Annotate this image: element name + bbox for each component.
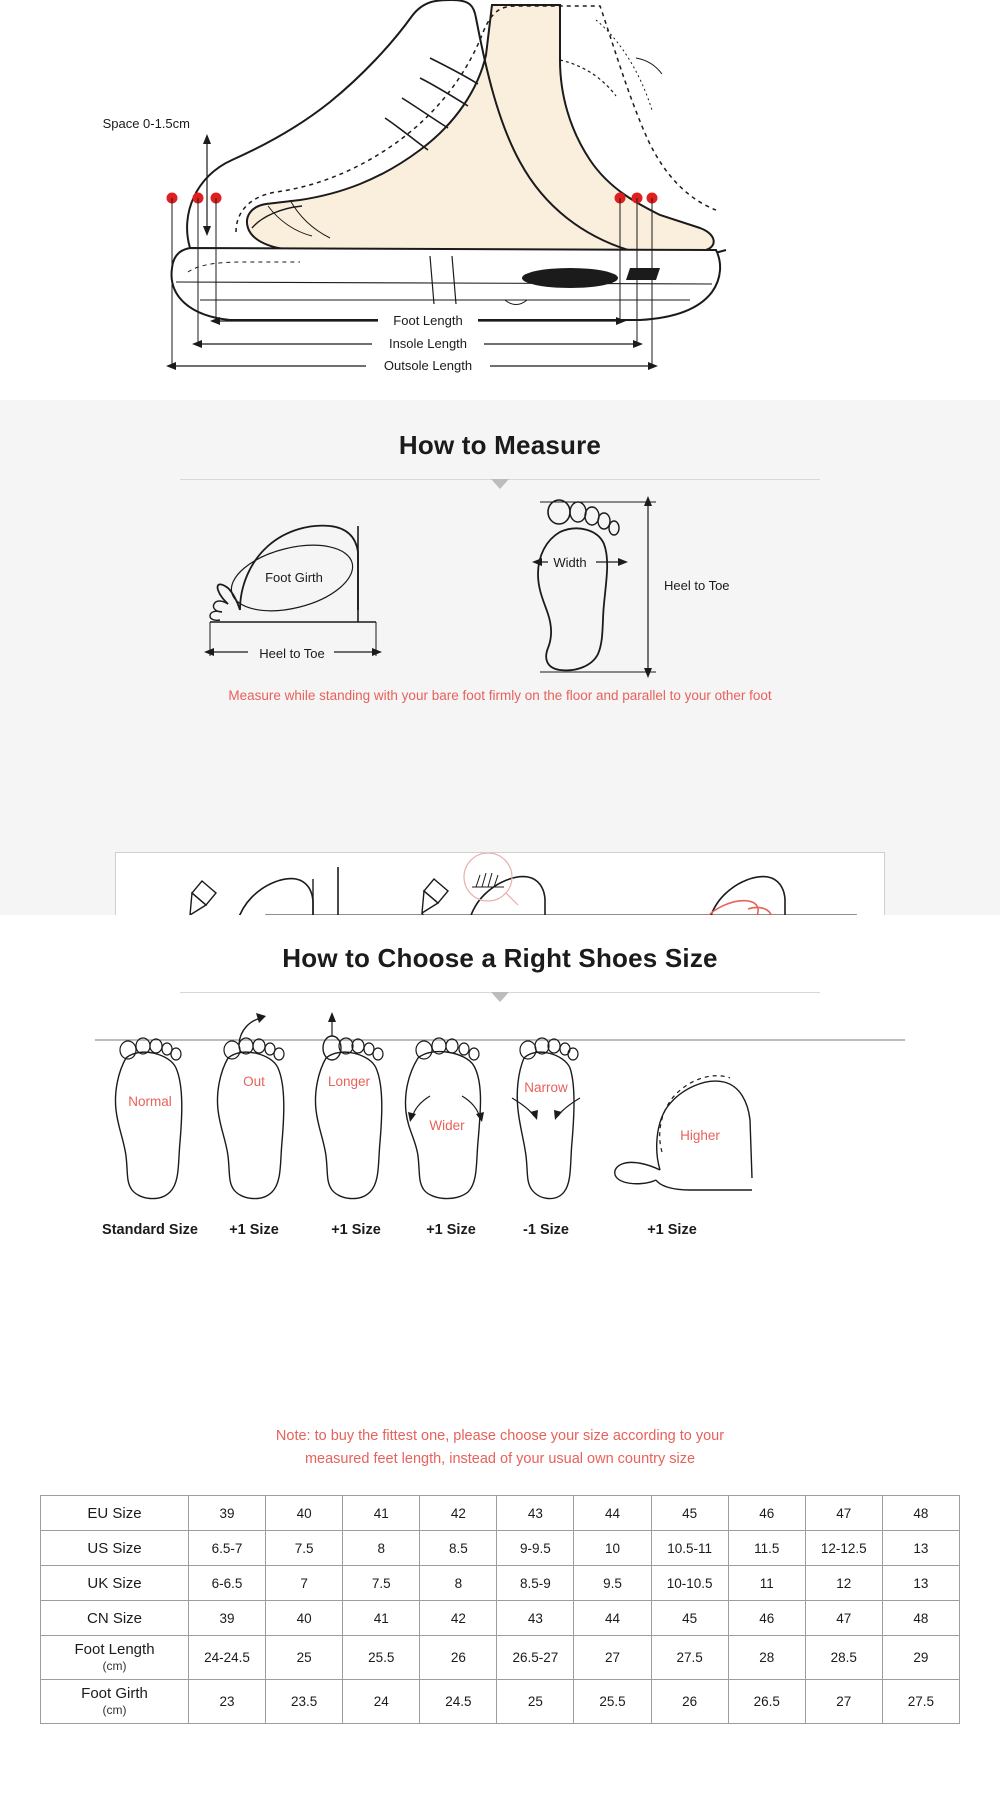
- foot-type-higher: [615, 1076, 752, 1190]
- pencil-2-body: [424, 879, 448, 903]
- how-to-measure-section: [0, 400, 1000, 915]
- heel-tab: [636, 58, 662, 74]
- foot-length-label: Foot Length: [393, 313, 463, 328]
- cell: 10: [574, 1531, 651, 1566]
- cell: 48: [882, 1496, 959, 1531]
- foot4-tag: Wider: [429, 1118, 465, 1133]
- foot2-toe3: [253, 1039, 265, 1053]
- cell: 26.5: [728, 1680, 805, 1724]
- foot3-caption: +1 Size: [331, 1222, 381, 1238]
- foot4-caption: +1 Size: [426, 1222, 476, 1238]
- cell: 6-6.5: [189, 1566, 266, 1601]
- foot2-toe1: [224, 1041, 240, 1059]
- cell: 27.5: [651, 1636, 728, 1680]
- foot5-tag: Narrow: [524, 1080, 568, 1095]
- cell: 25.5: [343, 1636, 420, 1680]
- size-note-line1: Note: to buy the fittest one, please choose your size according to your: [275, 1428, 725, 1444]
- lace-3: [402, 98, 448, 128]
- table-row: [41, 1601, 960, 1636]
- foot1-caption: Standard Size: [102, 1222, 198, 1238]
- foot-girth-label: Foot Girth: [265, 570, 323, 585]
- table-row: [41, 1680, 960, 1724]
- foot5-caption: -1 Size: [523, 1222, 569, 1238]
- cell: 23: [189, 1680, 266, 1724]
- foot4-toe3: [446, 1039, 458, 1053]
- outsole-length-label: Outsole Length: [383, 358, 473, 373]
- magnifier-circle: [464, 853, 512, 901]
- side-foot-toe2: [213, 601, 228, 612]
- cell: 27: [574, 1636, 651, 1680]
- heel-accent: [626, 268, 660, 280]
- size-table-wrap: [40, 1495, 960, 1724]
- cell: 39: [189, 1496, 266, 1531]
- foot4-toe1: [416, 1041, 432, 1059]
- cell: 43: [497, 1601, 574, 1636]
- cell: 27: [805, 1680, 882, 1724]
- table-row: [41, 1566, 960, 1601]
- outsole-length-arrow-left: [166, 362, 176, 370]
- lace-2: [420, 78, 468, 106]
- foot5-toe5: [568, 1048, 578, 1060]
- foot4-toe4: [459, 1043, 469, 1055]
- foot1-tag: Normal: [128, 1094, 172, 1109]
- shoe-diagram-section: [0, 0, 1000, 400]
- foot6-caption: +1 Size: [647, 1222, 697, 1238]
- row-label-foot-girth: [41, 1680, 189, 1724]
- shoe-diagram-svg: [0, 0, 1000, 400]
- foot-types-svg: [0, 1010, 1000, 1310]
- table-row: [41, 1531, 960, 1566]
- insole-length-label: Insole Length: [388, 336, 468, 351]
- cell: 12: [805, 1566, 882, 1601]
- foot6-sole: [656, 1180, 752, 1190]
- foot4-arrow-left-head: [408, 1112, 416, 1122]
- cell: 12-12.5: [805, 1531, 882, 1566]
- foot2-toe5: [274, 1048, 284, 1060]
- foot5-arrow-left-head: [530, 1110, 538, 1120]
- cell: 28: [728, 1636, 805, 1680]
- table-row: [41, 1496, 960, 1531]
- width-label: Width: [553, 555, 587, 570]
- foot-type-wider: [406, 1038, 485, 1199]
- space-arrow-head-top: [203, 134, 211, 144]
- row-label-us: US Size: [41, 1531, 189, 1566]
- foot5-arrow-right-head: [554, 1110, 562, 1120]
- cell: 25.5: [574, 1680, 651, 1724]
- cell: 40: [266, 1601, 343, 1636]
- cell: 47: [805, 1601, 882, 1636]
- cell: 26.5-27: [497, 1636, 574, 1680]
- cell: 47: [805, 1496, 882, 1531]
- magnifier-toes: [476, 873, 498, 887]
- cell: 7.5: [266, 1531, 343, 1566]
- big-toe: [548, 500, 570, 524]
- row-label-uk: UK Size: [41, 1566, 189, 1601]
- title-divider-measure: [180, 479, 820, 480]
- heel-toe-side-label: Heel to Toe: [259, 646, 325, 661]
- air-unit: [522, 268, 618, 288]
- cell: 9.5: [574, 1566, 651, 1601]
- foot3-toe3: [352, 1039, 364, 1053]
- pencil-1-body: [192, 881, 216, 905]
- cell: 45: [651, 1496, 728, 1531]
- row-label-foot-length-unit: (cm): [102, 1658, 127, 1673]
- cell: 24.5: [420, 1680, 497, 1724]
- size-note: [0, 1425, 1000, 1471]
- cell: 27.5: [882, 1680, 959, 1724]
- size-chart-table: [40, 1495, 960, 1724]
- cell: 13: [882, 1531, 959, 1566]
- row-label-cn: CN Size: [41, 1601, 189, 1636]
- cell: 6.5-7: [189, 1531, 266, 1566]
- foot-type-normal: [115, 1038, 181, 1199]
- cell: 7: [266, 1566, 343, 1601]
- cell: 44: [574, 1496, 651, 1531]
- foot5-toe3: [548, 1039, 560, 1053]
- cell: 9-9.5: [497, 1531, 574, 1566]
- foot5-toe1: [520, 1041, 536, 1059]
- foot5-outline: [517, 1052, 574, 1198]
- foot3-tag: Longer: [327, 1074, 371, 1089]
- toe-3: [585, 507, 599, 525]
- cell: 26: [651, 1680, 728, 1724]
- cell: 44: [574, 1601, 651, 1636]
- cell: 7.5: [343, 1566, 420, 1601]
- heel-toe-top-label: Heel to Toe: [664, 578, 730, 593]
- cell: 45: [651, 1601, 728, 1636]
- cell: 25: [266, 1636, 343, 1680]
- foot2-caption: +1 Size: [229, 1222, 279, 1238]
- cell: 8: [343, 1531, 420, 1566]
- row-label-foot-girth-text: Foot Girth: [81, 1684, 148, 1702]
- cell: 24-24.5: [189, 1636, 266, 1680]
- title-divider-choose: [180, 992, 820, 993]
- row-label-eu: EU Size: [41, 1496, 189, 1531]
- foot5-arrow-right-line: [558, 1098, 580, 1116]
- cell: 24: [343, 1680, 420, 1724]
- heel-toe-top-arrow-up: [644, 496, 652, 506]
- top-foot-outline: [538, 528, 607, 670]
- side-foot-toe: [217, 584, 240, 610]
- cell: 13: [882, 1566, 959, 1601]
- cell: 11: [728, 1566, 805, 1601]
- pencil-2-tip: [422, 891, 438, 913]
- width-arrow-left: [532, 558, 542, 566]
- cell: 10.5-11: [651, 1531, 728, 1566]
- heel-toe-top-arrow-down: [644, 668, 652, 678]
- cell: 10-10.5: [651, 1566, 728, 1601]
- toe-4: [598, 513, 610, 529]
- cell: 48: [882, 1601, 959, 1636]
- toe-5: [609, 521, 619, 535]
- foot5-arrow-left-line: [512, 1098, 534, 1116]
- foot2-tag: Out: [243, 1074, 265, 1089]
- outsole-length-arrow-right: [648, 362, 658, 370]
- table-row: [41, 1636, 960, 1680]
- cell: 8: [420, 1566, 497, 1601]
- measure-note: Measure while standing with your bare foot firmly on the floor and parallel to your other foot: [228, 688, 772, 703]
- cell: 23.5: [266, 1680, 343, 1724]
- insole-length-arrow-left: [192, 340, 202, 348]
- row-label-foot-length: [41, 1636, 189, 1680]
- lace-1: [430, 58, 478, 84]
- cell: 8.5: [420, 1531, 497, 1566]
- cell: 41: [343, 1601, 420, 1636]
- cell: 46: [728, 1601, 805, 1636]
- cell: 8.5-9: [497, 1566, 574, 1601]
- toe-2: [570, 502, 586, 522]
- cell: 29: [882, 1636, 959, 1680]
- foot-type-narrow: [512, 1038, 580, 1199]
- magnifier-handle: [506, 893, 518, 905]
- cell: 11.5: [728, 1531, 805, 1566]
- width-arrow-right: [618, 558, 628, 566]
- how-to-measure-title: How to Measure: [398, 430, 602, 460]
- insole-length-arrow-right: [633, 340, 643, 348]
- foot2-out-arrow-head: [256, 1013, 266, 1023]
- foot1-toe5: [171, 1048, 181, 1060]
- cell: 39: [189, 1601, 266, 1636]
- how-to-choose-title: How to Choose a Right Shoes Size: [282, 943, 718, 973]
- foot4-toe5: [469, 1048, 479, 1060]
- foot6-toes: [615, 1162, 660, 1183]
- cell: 25: [497, 1680, 574, 1724]
- space-label: Space 0-1.5cm: [102, 116, 190, 131]
- foot3-toe5: [373, 1048, 383, 1060]
- foot6-tag: Higher: [680, 1128, 720, 1143]
- cell: 28.5: [805, 1636, 882, 1680]
- heel-stitch: [596, 20, 652, 110]
- heel-toe-side-arrow-left: [204, 648, 214, 656]
- row-label-foot-length-text: Foot Length: [74, 1640, 155, 1658]
- cell: 42: [420, 1601, 497, 1636]
- cell: 26: [420, 1636, 497, 1680]
- foot1-outline: [115, 1052, 181, 1198]
- collar-stitch: [560, 60, 616, 96]
- cell: 40: [266, 1496, 343, 1531]
- foot3-arrow-head: [328, 1012, 336, 1022]
- cell: 46: [728, 1496, 805, 1531]
- cell: 43: [497, 1496, 574, 1531]
- measure-figures-svg: [0, 490, 1000, 690]
- foot1-toe3: [150, 1039, 162, 1053]
- heel-toe-side-arrow-right: [372, 648, 382, 656]
- side-foot-outline: [240, 526, 358, 610]
- foot-type-out: [217, 1013, 284, 1199]
- size-note-line2: measured feet length, instead of your usual own country size: [304, 1451, 696, 1467]
- pencil-1-tip: [190, 893, 206, 915]
- cell: 42: [420, 1496, 497, 1531]
- space-arrow-head-bottom: [203, 226, 211, 236]
- row-label-foot-girth-unit: (cm): [102, 1702, 127, 1717]
- cell: 41: [343, 1496, 420, 1531]
